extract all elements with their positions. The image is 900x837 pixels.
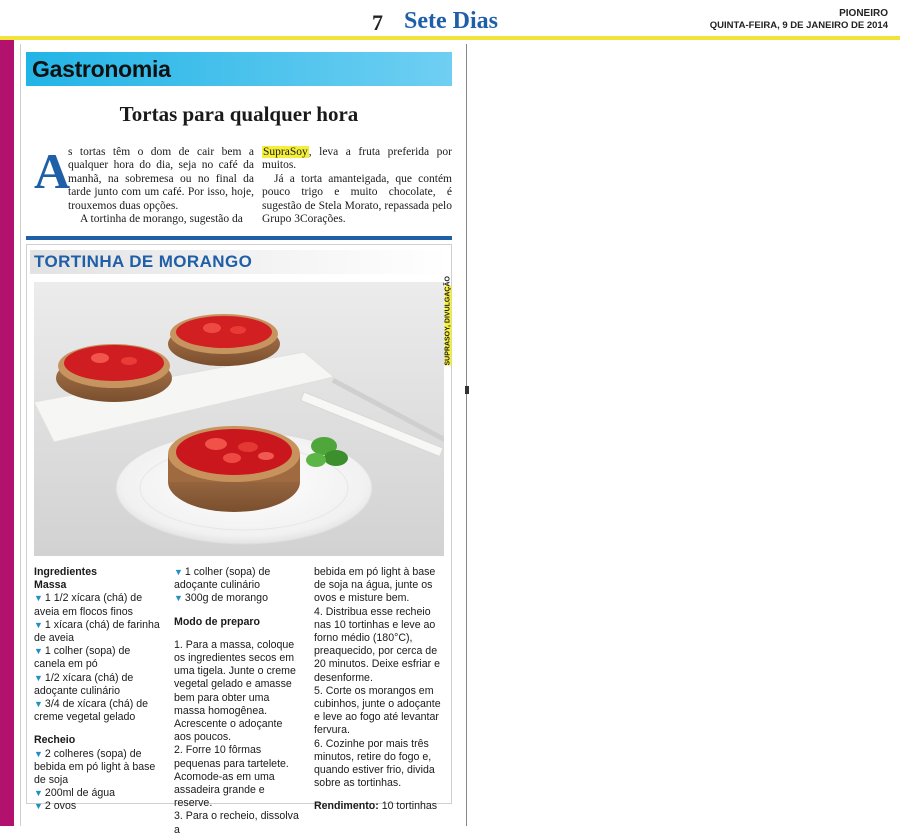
left-margin-rule	[20, 44, 21, 826]
triangle-bullet-icon: ▼	[34, 619, 43, 630]
step-text: 2. Forre 10 fôrmas pequenas para tartelete. Acomode-as em uma assadeira grande e reserve.	[174, 744, 289, 810]
tart-illustration	[34, 282, 444, 556]
intro-paragraph-1: s tortas têm o dom de cair bem a qualquer hora do dia, seja no café da manhã, na sobremesa ou no final da tarde junto com um café. Por isso, hoje, trouxemos duas opções.	[68, 146, 254, 212]
recipe-column-3	[314, 566, 444, 814]
newspaper-name: PIONEIRO	[839, 8, 888, 19]
list-item: ▼ 1/2 xícara (chá) de adoçante culinário	[34, 671, 134, 697]
triangle-bullet-icon: ▼	[34, 801, 43, 812]
step-text: 3. Para o recheio, dissolva a	[174, 810, 299, 836]
list-item: ▼ 1 colher (sopa) de canela em pó	[34, 645, 131, 671]
list-item: ▼ 1 xícara (chá) de farinha de aveia	[34, 618, 160, 645]
list-item: ▼ 200ml de água	[34, 787, 116, 800]
recipe-divider	[26, 236, 452, 240]
column-rule	[466, 44, 467, 826]
list-item: ▼ 2 ovos	[34, 800, 77, 813]
step-text: 5. Corte os morangos em cubinhos, junte o adoçante e leve ao fogo até levantar fervura.	[314, 684, 441, 737]
masthead	[0, 0, 900, 40]
list-item: ▼ 300g de morango	[174, 592, 268, 605]
triangle-bullet-icon: ▼	[34, 672, 43, 683]
recipe-title-band	[30, 250, 448, 274]
intro-paragraph-2: A tortinha de morango, sugestão da	[80, 213, 243, 226]
photo-credit	[440, 276, 456, 370]
recipe-photo	[34, 282, 444, 556]
step-text: bebida em pó light à base de soja na água, junte os ovos e misture bem.	[314, 566, 436, 605]
section-name: Sete Dias	[404, 8, 498, 34]
intro-column-left	[68, 146, 254, 226]
triangle-bullet-icon: ▼	[34, 788, 43, 799]
yield-value: 10 tortinhas	[381, 800, 438, 813]
publication-date: QUINTA-FEIRA, 9 DE JANEIRO DE 2014	[709, 20, 888, 31]
triangle-bullet-icon: ▼	[34, 699, 43, 710]
list-item: ▼ 3/4 de xícara (chá) de creme vegetal gelado	[34, 698, 148, 724]
recipe-column-2	[174, 566, 302, 837]
triangle-bullet-icon: ▼	[174, 593, 183, 604]
column-rule-tick	[465, 386, 469, 394]
intro-paragraph-3: Já a torta amanteigada, que contém pouco trigo e muito chocolate, é sugestão de Stela Morato, repassada pelo Grupo 3Corações.	[262, 172, 452, 226]
article-headline: Tortas para qualquer hora	[119, 102, 359, 126]
list-item: ▼ 1 1/2 xícara (chá) de aveia em flocos finos	[34, 592, 143, 618]
drop-cap: A	[34, 143, 71, 199]
section-label: Gastronomia	[32, 56, 171, 82]
recipe-column-1	[34, 566, 162, 814]
yield-label: Rendimento:	[314, 800, 379, 813]
photo-credit-text: SUPRASOY, DIVULGAÇÃO	[444, 276, 452, 366]
triangle-bullet-icon: ▼	[174, 567, 183, 577]
section-band	[26, 52, 452, 86]
recheio-title: Recheio	[34, 734, 76, 747]
triangle-bullet-icon: ▼	[34, 646, 43, 657]
list-item: ▼ 2 colheres (sopa) de bebida em pó light à base de soja	[34, 747, 156, 787]
triangle-bullet-icon: ▼	[34, 748, 43, 759]
ingredients-title: Ingredientes	[34, 566, 97, 578]
yield-line	[314, 800, 444, 813]
intro-paragraph-2-rest: , leva a fruta preferida por muitos.	[262, 146, 452, 172]
intro-column-right	[262, 146, 452, 226]
masthead-rule	[0, 36, 900, 40]
triangle-bullet-icon: ▼	[34, 593, 43, 604]
preparo-title: Modo de preparo	[174, 615, 260, 628]
step-text: 1. Para a massa, coloque os ingredientes secos em uma tigela. Junte o creme vegetal gelado e amasse bem para obter uma massa homogênea. Acrescente o adoçante aos poucos.	[174, 638, 296, 744]
step-text: 4. Distribua esse recheio nas 10 tortinhas e leve ao forno médio (180°C), preaquecido, por cerca de 20 minutos. Deixe esfriar e desenforme.	[314, 605, 441, 684]
intro-paragraph-2-cont	[262, 146, 452, 173]
page-edge-bar	[0, 40, 14, 826]
brand-highlight: SupraSoy	[263, 146, 308, 158]
page-number: 7	[372, 10, 383, 35]
list-item: ▼ 1 colher (sopa) de adoçante culinário	[174, 566, 271, 592]
recipe-title: TORTINHA DE MORANGO	[34, 252, 253, 271]
step-text: 6. Cozinhe por mais três minutos, retire do fogo e, quando estiver frio, divida sobre as tortinhas.	[314, 737, 435, 790]
massa-title: Massa	[34, 579, 67, 592]
